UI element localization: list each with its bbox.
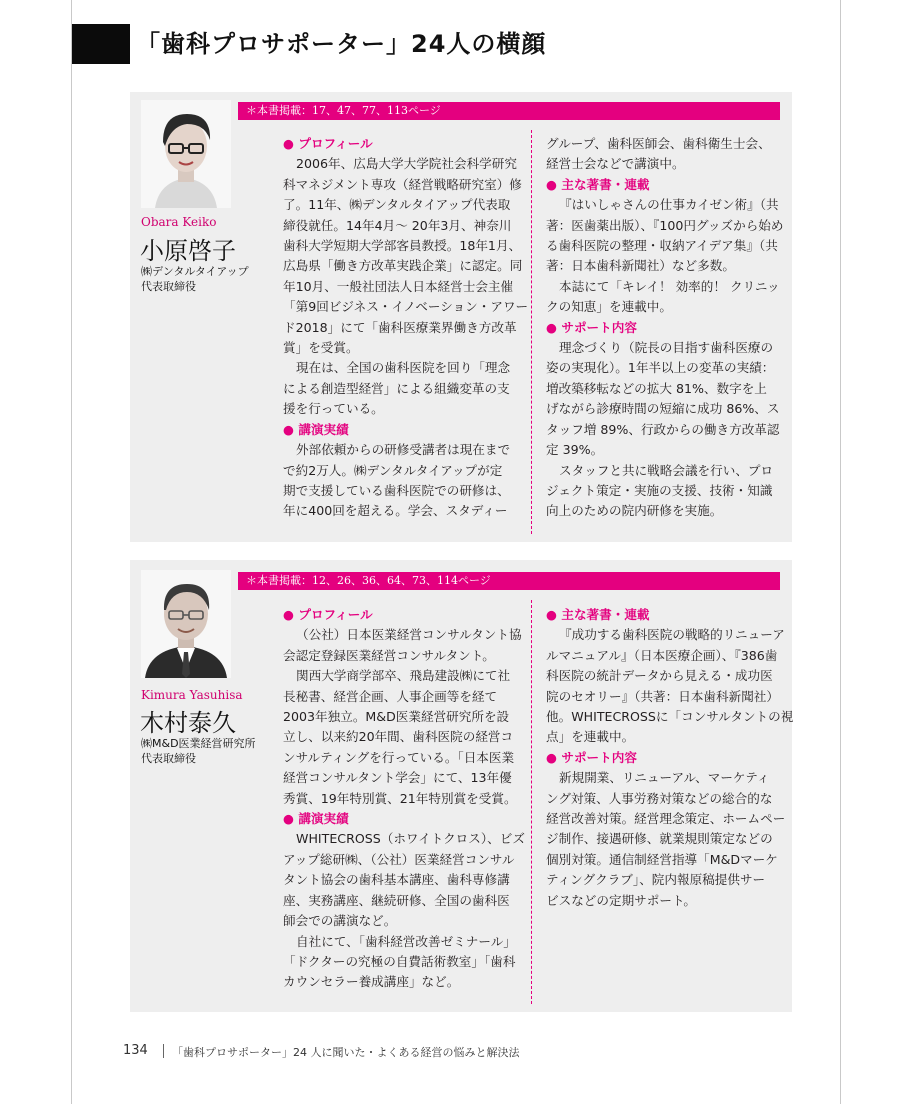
person-name-1: 小原啓子	[140, 237, 236, 265]
section-heading: ● プロフィール	[283, 607, 373, 622]
page-edge-left	[71, 0, 72, 1104]
body-text-line: 2003年独立。M&D医業経営研究所を設	[283, 709, 510, 725]
profile-2-left-column	[283, 605, 529, 993]
body-text-line: 歯科大学短期大学部客員教授。18年1月、	[283, 238, 522, 254]
body-text-line: で約2万人。㈱デンタルタイアップが定	[283, 462, 503, 478]
body-text-line: ング対策、人事労務対策などの総合的な	[546, 790, 773, 806]
body-text-line: （公社）日本医業経営コンサルタント協	[296, 627, 522, 643]
portrait-man-icon	[141, 570, 231, 678]
body-text-line: 理念づくり（院長の目指す歯科医療の	[559, 340, 774, 356]
body-text-line: 年10月、一般社団法人日本経営士会主催	[283, 278, 514, 294]
body-text-line: 院のセオリー』（共著：日本歯科新聞社）	[546, 688, 779, 704]
body-text-line: る歯科医院の整理・収納アイデア集』（共	[546, 238, 778, 254]
body-text-line: 会認定登録医業経営コンサルタント。	[283, 647, 495, 663]
body-text-line: 著：日本歯科新聞社）など多数。	[546, 258, 735, 274]
body-text-line: 年に400回を超える。学会、スタディー	[283, 503, 508, 519]
body-text-line: 賞」を受賞。	[283, 340, 359, 356]
body-text-line: ティングクラブ」、院内報原稿提供サー	[546, 872, 766, 888]
body-text-line: 了。11年、㈱デンタルタイアップ代表取	[283, 197, 511, 213]
body-text-line: 「第9回ビジネス・イノベーション・アワー	[283, 299, 529, 315]
body-text-line: 本誌にて「キレイ！ 効率的！ クリニッ	[559, 278, 780, 294]
body-text-line: げながら診療時間の短縮に成功 86%、ス	[546, 401, 780, 417]
page-reference-bar-2: ＊本書掲載：12、26、36、64、73、114ページ	[238, 572, 780, 590]
body-text-line: 『はいしゃさんの仕事カイゼン術』（共	[559, 197, 779, 213]
person-affiliation-2: ㈱M&D医業経営研究所 代表取締役	[141, 737, 256, 765]
column-divider-1	[531, 130, 532, 534]
body-text-line: 『成功する歯科医院の戦略的リニューア	[559, 627, 785, 643]
body-text-line: カウンセラー養成講座」など。	[283, 974, 460, 990]
profile-1-left-column	[283, 134, 529, 522]
body-text-line: 定 39%。	[546, 442, 604, 458]
body-text-line: 経営コンサルタント学会」にて、13年優	[283, 770, 512, 786]
section-heading: ● 講演実績	[283, 421, 349, 437]
body-text-line: 点」を連載中。	[546, 729, 635, 745]
column-divider-2	[531, 600, 532, 1004]
section-heading: ● サポート内容	[546, 749, 637, 765]
body-text-line: 経営士会などで講演中。	[546, 156, 685, 172]
page-number: 134	[123, 1043, 148, 1058]
person-romaji-name-2: Kimura Yasuhisa	[141, 688, 243, 702]
body-text-line: スタッフと共に戦略会議を行い、プロ	[559, 462, 774, 478]
body-text-line: 援を行っている。	[283, 401, 384, 417]
section-heading: ● 主な著書・連載	[546, 176, 650, 192]
body-text-line: 締役就任。14年4月～ 20年3月、神奈川	[283, 217, 512, 233]
section-heading: ● プロフィール	[283, 136, 373, 151]
body-text-line: WHITECROSS（ホワイトクロス）、ビズ	[296, 831, 525, 847]
body-text-line: タント協会の歯科基本講座、歯科専修講	[283, 872, 510, 888]
footer-separator	[163, 1044, 164, 1058]
body-text-line: ビスなどの定期サポート。	[546, 892, 696, 908]
body-text-line: 増改築移転などの拡大 81%、数字を上	[546, 380, 767, 396]
body-text-line: 期で支援している歯科医院での研修は、	[283, 482, 510, 498]
body-text-line: 新規開業、リニューアル、マーケティ	[559, 770, 770, 786]
page-title: 「歯科プロサポーター」24人の横顔	[136, 30, 547, 58]
body-text-line: 座、実務講座、継続研修、全国の歯科医	[283, 892, 510, 908]
body-text-line: 科マネジメント専攻（経営戦略研究室）修	[283, 176, 522, 192]
body-text-line: タッフ増 89%、行政からの働き方改革認	[546, 421, 780, 437]
body-text-line: 姿の実現化）。1年半以上の変革の実績：	[546, 360, 775, 376]
section-heading: ● 主な著書・連載	[546, 607, 650, 622]
person-affiliation-1: ㈱デンタルタイアップ 代表取締役	[141, 265, 249, 293]
page-reference-bar-1: ＊本書掲載：17、47、77、113ページ	[238, 102, 780, 120]
section-heading: ● サポート内容	[546, 319, 637, 335]
running-title: 「歯科プロサポーター」24 人に聞いた・よくある経営の悩みと解決法	[172, 1046, 520, 1059]
body-text-line: 経営改善対策。経営理念策定、ホームペー	[546, 811, 786, 827]
page-edge-right	[840, 0, 841, 1104]
body-text-line: ジェクト策定・実施の支援、技術・知識	[546, 482, 773, 498]
body-text-line: アップ総研㈱、（公社）医業経営コンサル	[283, 851, 515, 867]
body-text-line: 師会での講演など。	[283, 913, 397, 929]
body-text-line: 長秘書、経営企画、人事企画等を経て	[283, 688, 498, 704]
body-text-line: 秀賞、19年特別賞、21年特別賞を受賞。	[283, 790, 517, 806]
portrait-photo-2	[141, 570, 231, 678]
body-text-line: ジ制作、接遇研修、就業規則策定などの	[546, 831, 773, 847]
body-text-line: 「ドクターの究極の自費話術教室」「歯科	[283, 953, 516, 969]
portrait-photo-1	[141, 100, 231, 208]
body-text-line: 自社にて、「歯科経営改善ゼミナール」	[296, 933, 516, 949]
title-accent-block	[72, 24, 130, 64]
body-text-line: 関西大学商学部卒、飛島建設㈱にて社	[296, 668, 511, 684]
body-text-line: 立し、以来約20年間、歯科医院の経営コ	[283, 729, 514, 745]
body-text-line: 現在は、全国の歯科医院を回り「理念	[296, 360, 511, 376]
profile-1-right-column	[546, 134, 792, 522]
body-text-line: 個別対策。通信制経営指導「M&Dマーケ	[546, 851, 778, 867]
section-heading: ● 講演実績	[283, 811, 349, 827]
body-text-line: 他。WHITECROSSに「コンサルタントの視	[546, 709, 794, 725]
body-text-line: ド2018」にて「歯科医療業界働き方改革	[283, 319, 517, 335]
body-text-line: による創造型経営」による組織変革の支	[283, 380, 510, 396]
person-name-2: 木村泰久	[140, 709, 236, 737]
body-text-line: グループ、歯科医師会、歯科衛生士会、	[546, 136, 771, 151]
body-text-line: クの知恵」を連載中。	[546, 299, 672, 315]
person-romaji-name-1: Obara Keiko	[141, 215, 217, 229]
portrait-woman-icon	[141, 100, 231, 208]
body-text-line: 科医院の統計データから見える・成功医	[546, 668, 773, 684]
profile-2-right-column	[546, 605, 792, 911]
body-text-line: 2006年、広島大学大学院社会科学研究	[296, 156, 517, 172]
body-text-line: 外部依頼からの研修受講者は現在まで	[296, 442, 511, 458]
body-text-line: ルマニュアル』（日本医療企画）、『386歯	[546, 647, 778, 663]
body-text-line: 向上のための院内研修を実施。	[546, 503, 723, 519]
body-text-line: 広島県「働き方改革実践企業」に認定。同	[283, 258, 523, 274]
body-text-line: 著：医歯薬出版）、『100円グッズから始め	[546, 217, 784, 233]
body-text-line: ンサルティングを行っている。「日本医業	[283, 749, 515, 765]
